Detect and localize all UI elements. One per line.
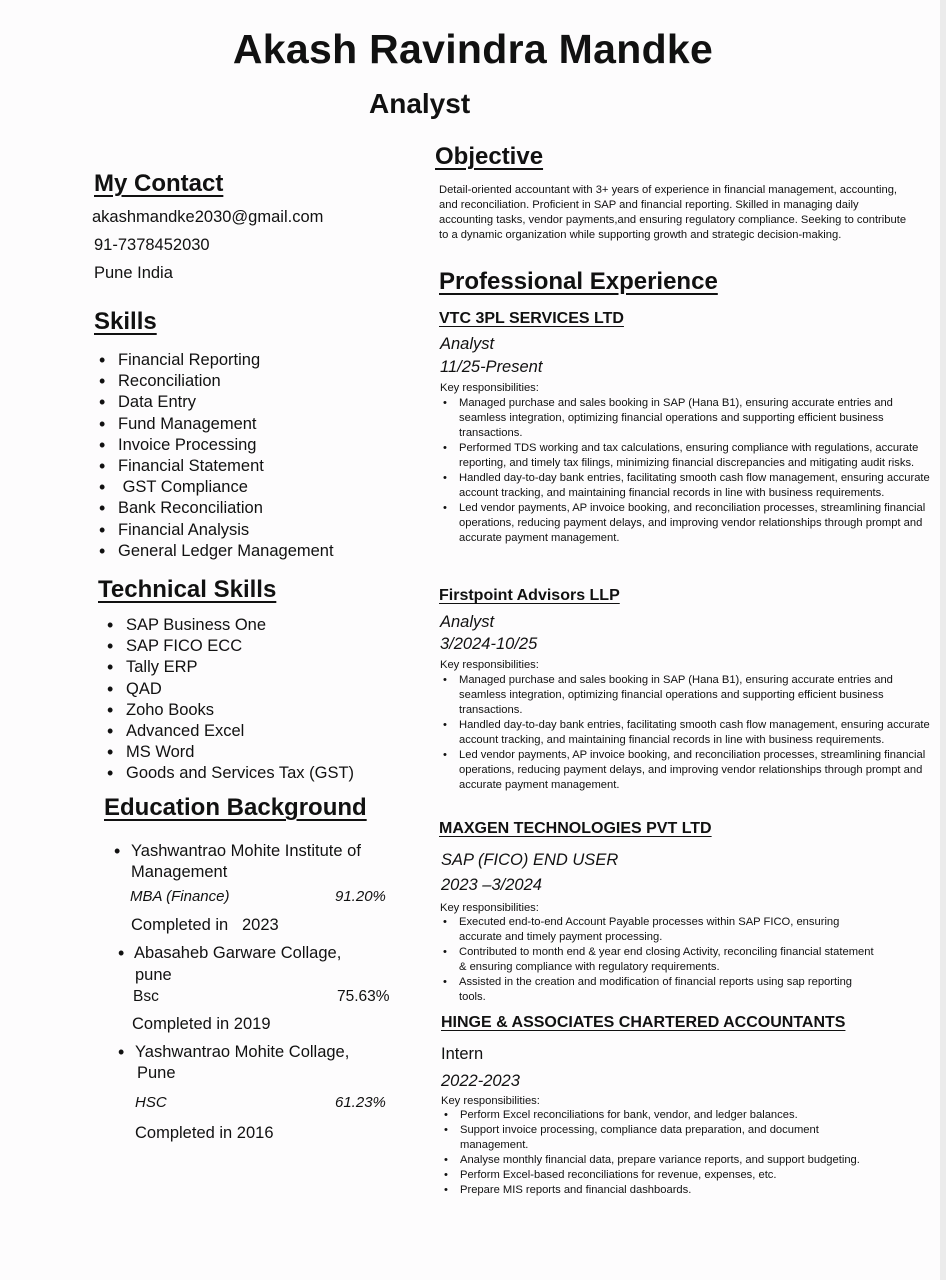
job-responsibilities — [440, 1108, 920, 1198]
education-score: 91.20% — [335, 888, 386, 905]
job-role: Intern — [441, 1045, 484, 1063]
skill-item: • Invoice Processing — [99, 435, 334, 456]
technical-skill-item: • SAP FICO ECC — [107, 636, 354, 657]
job-company: VTC 3PL SERVICES LTD — [439, 310, 624, 327]
job-company: Firstpoint Advisors LLP — [439, 587, 620, 604]
skill-item: • Bank Reconciliation — [99, 498, 334, 519]
bullet-icon: • — [114, 841, 121, 861]
contact-phone: 91-7378452030 — [94, 236, 210, 254]
job-dates: 3/2024-10/25 — [440, 635, 538, 653]
job-resp-label: Key responsibilities: — [440, 902, 539, 914]
candidate-name: Akash Ravindra Mandke — [232, 26, 714, 72]
objective-text: Detail-oriented accountant with 3+ years of experience in financial management, accounting, and reconciliation. Proficient in SAP and financial reporting. Skilled in managing daily accounting tasks, vendor payments,and ensuring regulatory compliance. Seeking to contribute to a dynamic organization while supporting growth and strategic decision-making. — [439, 184, 907, 241]
education-school: Yashwantrao Mohite Institute of — [131, 842, 361, 860]
job-responsibilities — [439, 673, 931, 793]
education-degree: HSC — [135, 1094, 167, 1111]
technical-skill-item: • MS Word — [107, 742, 354, 763]
skill-item: • Reconciliation — [99, 371, 334, 392]
skill-item: • Data Entry — [99, 392, 334, 413]
responsibility-item: • Assisted in the creation and modification of financial reports using sap reporting tools. — [439, 975, 879, 1005]
education-school-cont: pune — [135, 966, 172, 984]
education-completed: Completed in 2016 — [135, 1124, 274, 1142]
job-resp-label: Key responsibilities: — [441, 1095, 540, 1107]
job-role: Analyst — [440, 335, 495, 353]
contact-email: akashmandke2030@gmail.com — [92, 208, 324, 226]
education-degree: MBA (Finance) — [130, 888, 230, 905]
responsibility-item: • Led vendor payments, AP invoice booking, and reconciliation processes, streamlining financial operations, reducing payment delays, and improving vendor relationships through prompt and accurate payment management. — [439, 501, 931, 546]
skills-heading: Skills — [94, 308, 157, 335]
technical-skill-item: • SAP Business One — [107, 615, 354, 636]
responsibility-item: • Managed purchase and sales booking in SAP (Hana B1), ensuring accurate entries and seamless integration, optimizing financial operations and supporting efficient business transactions. — [439, 673, 931, 718]
skill-item: • Financial Statement — [99, 456, 334, 477]
responsibility-item: • Prepare MIS reports and financial dashboards. — [440, 1183, 920, 1198]
education-completed: Completed in 2023 — [131, 916, 279, 934]
job-role: SAP (FICO) END USER — [441, 851, 619, 869]
bullet-icon: • — [118, 943, 125, 963]
skill-item: • GST Compliance — [99, 477, 334, 498]
responsibility-item: • Perform Excel-based reconciliations for revenue, expenses, etc. — [440, 1168, 920, 1183]
job-company: HINGE & ASSOCIATES CHARTERED ACCOUNTANTS — [441, 1014, 846, 1031]
page-edge — [940, 0, 946, 1280]
education-degree: Bsc — [133, 988, 159, 1005]
job-dates: 11/25-Present — [440, 358, 543, 376]
education-school: Yashwantrao Mohite Collage, — [135, 1043, 350, 1061]
responsibility-item: • Handled day-to-day bank entries, facilitating smooth cash flow management, ensuring accurate account tracking, and maintaining financial records in line with business requirements. — [439, 471, 931, 501]
education-school-cont: Management — [131, 863, 228, 881]
technical-skill-item: • Goods and Services Tax (GST) — [107, 763, 354, 784]
job-resp-label: Key responsibilities: — [440, 659, 539, 671]
job-responsibilities — [439, 915, 879, 1005]
job-dates: 2023 –3/2024 — [441, 876, 542, 894]
technical-skill-item: • QAD — [107, 679, 354, 700]
technical-skills-list — [107, 615, 354, 785]
technical-skills-heading: Technical Skills — [98, 576, 277, 603]
education-completed: Completed in 2019 — [132, 1015, 271, 1033]
contact-location: Pune India — [94, 264, 173, 282]
education-school-cont: Pune — [137, 1064, 176, 1082]
responsibility-item: • Executed end-to-end Account Payable processes within SAP FICO, ensuring accurate and timely payment processing. — [439, 915, 879, 945]
skill-item: • Financial Analysis — [99, 520, 334, 541]
job-responsibilities — [439, 396, 931, 546]
technical-skill-item: • Zoho Books — [107, 700, 354, 721]
job-resp-label: Key responsibilities: — [440, 382, 539, 394]
responsibility-item: • Analyse monthly financial data, prepare variance reports, and support budgeting. — [440, 1153, 920, 1168]
job-company: MAXGEN TECHNOLOGIES PVT LTD — [439, 820, 712, 837]
job-role: Analyst — [440, 613, 495, 631]
responsibility-item: • Perform Excel reconciliations for bank, vendor, and ledger balances. — [440, 1108, 920, 1123]
education-heading: Education Background — [104, 794, 367, 821]
technical-skill-item: • Advanced Excel — [107, 721, 354, 742]
education-score: 75.63% — [337, 988, 390, 1005]
contact-heading: My Contact — [94, 170, 224, 197]
skills-list — [99, 350, 334, 562]
education-score: 61.23% — [335, 1094, 386, 1111]
bullet-icon: • — [118, 1042, 125, 1062]
responsibility-item: • Handled day-to-day bank entries, facilitating smooth cash flow management, ensuring accurate account tracking, and maintaining financial records in line with business requirements. — [439, 718, 931, 748]
job-dates: 2022-2023 — [441, 1072, 520, 1090]
objective-heading: Objective — [435, 143, 544, 170]
responsibility-item: • Managed purchase and sales booking in SAP (Hana B1), ensuring accurate entries and seamless integration, optimizing financial operations and supporting efficient business transactions. — [439, 396, 931, 441]
responsibility-item: • Support invoice processing, compliance data preparation, and document management. — [440, 1123, 920, 1153]
technical-skill-item: • Tally ERP — [107, 657, 354, 678]
skill-item: • Fund Management — [99, 414, 334, 435]
skill-item: • Financial Reporting — [99, 350, 334, 371]
responsibility-item: • Contributed to month end & year end closing Activity, reconciling financial statement & ensuring compliance with regulatory requirements. — [439, 945, 879, 975]
experience-heading: Professional Experience — [439, 268, 718, 295]
responsibility-item: • Led vendor payments, AP invoice booking, and reconciliation processes, streamlining financial operations, reducing payment delays, and improving vendor relationships through prompt and accurate payment management. — [439, 748, 931, 793]
skill-item: • General Ledger Management — [99, 541, 334, 562]
responsibility-item: • Performed TDS working and tax calculations, ensuring compliance with regulations, accurate reporting, and timely tax filings, minimizing financial discrepancies and mitigating audit risks. — [439, 441, 931, 471]
education-school: Abasaheb Garware Collage, — [134, 944, 342, 962]
candidate-title: Analyst — [369, 88, 471, 119]
